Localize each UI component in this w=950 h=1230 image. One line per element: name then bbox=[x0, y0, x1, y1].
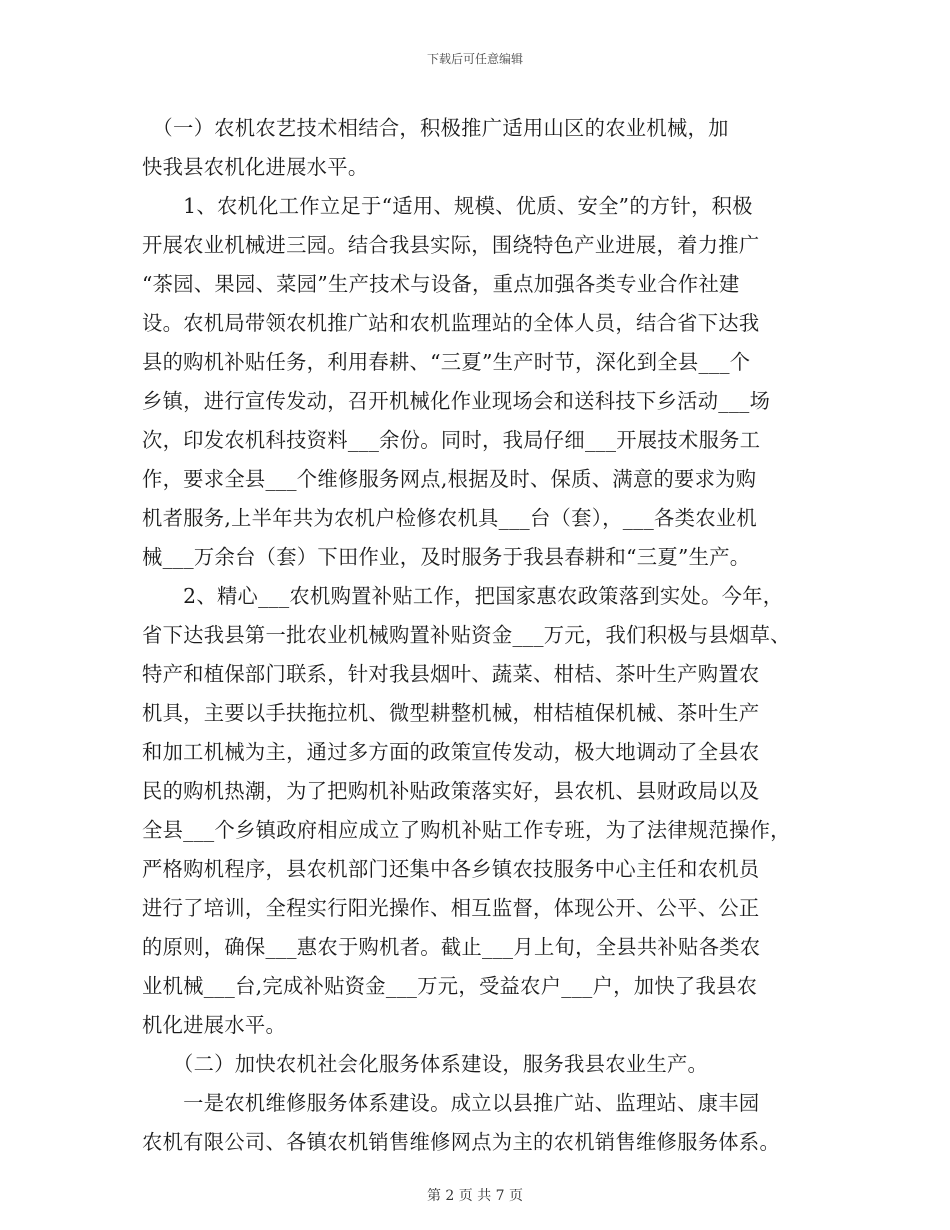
text-line: 次，印发农机科技资料___余份。同时，我局仔细___开展技术服务工 bbox=[142, 428, 761, 452]
text-line: 械___万余台（套）下田作业，及时服务于我县春耕和“三夏”生产。 bbox=[142, 545, 751, 569]
page-header: 下载后可任意编辑 bbox=[426, 52, 523, 66]
text-line: （二）加快农机社会化服务体系建设，服务我县农业生产。 bbox=[142, 1052, 709, 1076]
text-line: 特产和植保部门联系，针对我县烟叶、蔬菜、柑桔、茶叶生产购置农 bbox=[142, 662, 760, 686]
text-line: 民的购机热潮，为了把购机补贴政策落实好，县农机、县财政局以及 bbox=[142, 779, 760, 803]
text-line: 设。农机局带领农机推广站和农机监理站的全体人员，结合省下达我 bbox=[142, 311, 760, 335]
text-line: 全县___个乡镇政府相应成立了购机补贴工作专班，为了法律规范操作， bbox=[142, 818, 791, 842]
text-line: 县的购机补贴任务，利用春耕、“三夏”生产时节，深化到全县___个 bbox=[142, 350, 751, 374]
text-line: 机具，主要以手扶拖拉机、微型耕整机械，柑桔植保机械、茶叶生产 bbox=[142, 701, 760, 725]
text-line: 2、精心___农机购置补贴工作，把国家惠农政策落到实处。今年， bbox=[142, 584, 784, 608]
text-line: 农机有限公司、各镇农机销售维修网点为主的农机销售维修服务体系。 bbox=[142, 1130, 781, 1154]
text-line: 1、农机化工作立足于“适用、规模、优质、安全”的方针，积极 bbox=[142, 194, 753, 218]
text-line: 开展农业机械进三园。结合我县实际，围绕特色产业进展，着力推广 bbox=[142, 233, 760, 257]
text-line: 省下达我县第一批农业机械购置补贴资金___万元，我们积极与县烟草、 bbox=[142, 623, 791, 647]
text-line: 严格购机程序，县农机部门还集中各乡镇农技服务中心主任和农机员 bbox=[142, 857, 760, 881]
text-line: 机者服务,上半年共为农机户检修农机具___台（套），___各类农业机 bbox=[142, 506, 757, 530]
text-line: 进行了培训，全程实行阳光操作、相互监督，体现公开、公平、公正 bbox=[142, 896, 760, 920]
document-body bbox=[142, 109, 817, 1162]
page-footer: 第 2 页 共 7 页 bbox=[426, 1188, 524, 1204]
text-line: 业机械___台,完成补贴资金___万元，受益农户___户，加快了我县农 bbox=[142, 974, 758, 998]
text-line: 乡镇，进行宣传发动，召开机械化作业现场会和送科技下乡活动___场 bbox=[142, 389, 771, 413]
text-line: 的原则，确保___惠农于购机者。截止___月上旬，全县共补贴各类农 bbox=[142, 935, 761, 959]
text-line: 机化进展水平。 bbox=[142, 1013, 287, 1037]
text-line: （一）农机农艺技术相结合，积极推广适用山区的农业机械，加 bbox=[142, 116, 729, 140]
text-line: 作，要求全县___个维修服务网点,根据及时、保质、满意的要求为购 bbox=[142, 467, 757, 491]
text-line: 和加工机械为主，通过多方面的政策宣传发动，极大地调动了全县农 bbox=[142, 740, 760, 764]
text-line: 快我县农机化进展水平。 bbox=[142, 155, 369, 179]
text-line: “茶园、果园、菜园”生产技术与设备，重点加强各类专业合作社建 bbox=[142, 272, 740, 296]
text-line: 一是农机维修服务体系建设。成立以县推广站、监理站、康丰园 bbox=[142, 1091, 760, 1115]
